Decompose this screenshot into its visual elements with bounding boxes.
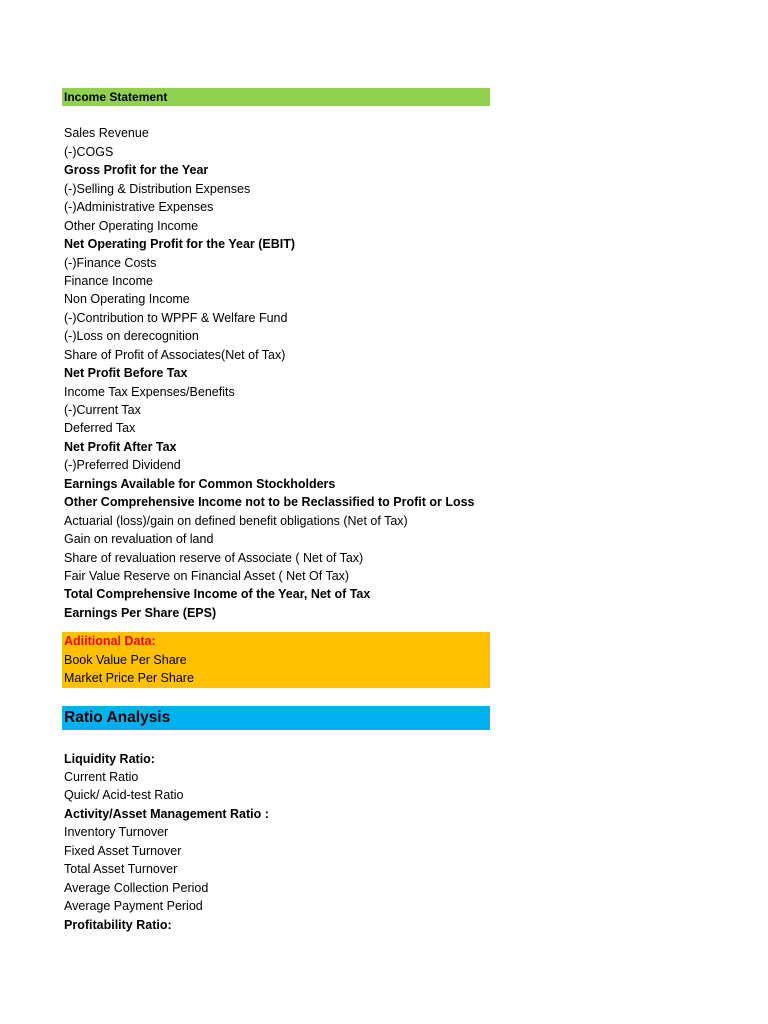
income-statement-row: (-)Contribution to WPPF & Welfare Fund [64,310,288,325]
income-statement-row: Earnings Per Share (EPS) [64,605,217,620]
income-statement-row: Finance Income [64,273,153,288]
income-statement-row: Gross Profit for the Year [64,163,209,178]
ratio-analysis-row: Current Ratio [64,770,139,784]
income-statement-row: (-)Administrative Expenses [64,200,214,215]
additional-data-box [62,632,490,687]
income-statement-row: Earnings Available for Common Stockholders [64,476,336,491]
income-statement-row: Total Comprehensive Income of the Year, Net of Tax [64,587,371,602]
ratio-analysis-row: Total Asset Turnover [64,862,178,877]
ratio-analysis-row: Liquidity Ratio: [64,751,155,766]
ratio-analysis-rows [62,750,490,934]
income-statement-row: (-)Preferred Dividend [64,458,181,473]
ratio-analysis-row: Activity/Asset Management Ratio : [64,806,269,821]
ratio-analysis-row: Profitability Ratio: [64,917,172,932]
ratio-analysis-row: Inventory Turnover [64,825,169,840]
income-statement-row: (-)COGS [64,144,114,159]
income-statement-header: Income Statement [62,88,490,106]
income-statement-row: Income Tax Expenses/Benefits [64,384,235,399]
income-statement-row: Gain on revaluation of land [64,532,214,547]
income-statement-row: Net Profit Before Tax [64,366,188,381]
income-statement-row: Actuarial (loss)/gain on defined benefit obligations (Net of Tax) [64,513,408,528]
additional-row-market-price: Market Price Per Share [64,671,194,686]
income-statement-row: (-)Selling & Distribution Expenses [64,181,251,196]
income-statement-row: Non Operating Income [64,292,190,307]
income-statement-row: Other Operating Income [64,218,199,233]
income-statement-row: Deferred Tax [64,421,136,436]
additional-data-title: Adiitional Data: [64,634,156,649]
income-statement-row: (-)Finance Costs [64,255,157,270]
income-statement-row: Other Comprehensive Income not to be Reclassified to Profit or Loss [64,495,475,510]
income-statement-row: Net Profit After Tax [64,439,177,454]
ratio-analysis-row: Average Collection Period [64,880,209,895]
income-statement-row: Fair Value Reserve on Financial Asset ( Net Of Tax) [64,568,350,583]
income-statement-row: Share of revaluation reserve of Associate ( Net of Tax) [64,550,364,565]
spacer [62,106,490,124]
spreadsheet [62,88,490,934]
income-statement-row: Net Operating Profit for the Year (EBIT) [64,237,296,252]
income-statement-row: (-)Current Tax [64,403,141,417]
ratio-analysis-header: Ratio Analysis [62,706,490,730]
ratio-analysis-row: Quick/ Acid-test Ratio [64,788,184,803]
ratio-analysis-row: Fixed Asset Turnover [64,843,182,858]
income-statement-row: Sales Revenue [64,126,149,141]
income-statement-rows [62,124,490,622]
ratio-analysis-row: Average Payment Period [64,899,203,914]
income-statement-row: (-)Loss on derecognition [64,329,199,344]
additional-row-book-value: Book Value Per Share [64,652,187,667]
income-statement-row: Share of Profit of Associates(Net of Tax) [64,347,286,362]
spacer [62,730,490,750]
